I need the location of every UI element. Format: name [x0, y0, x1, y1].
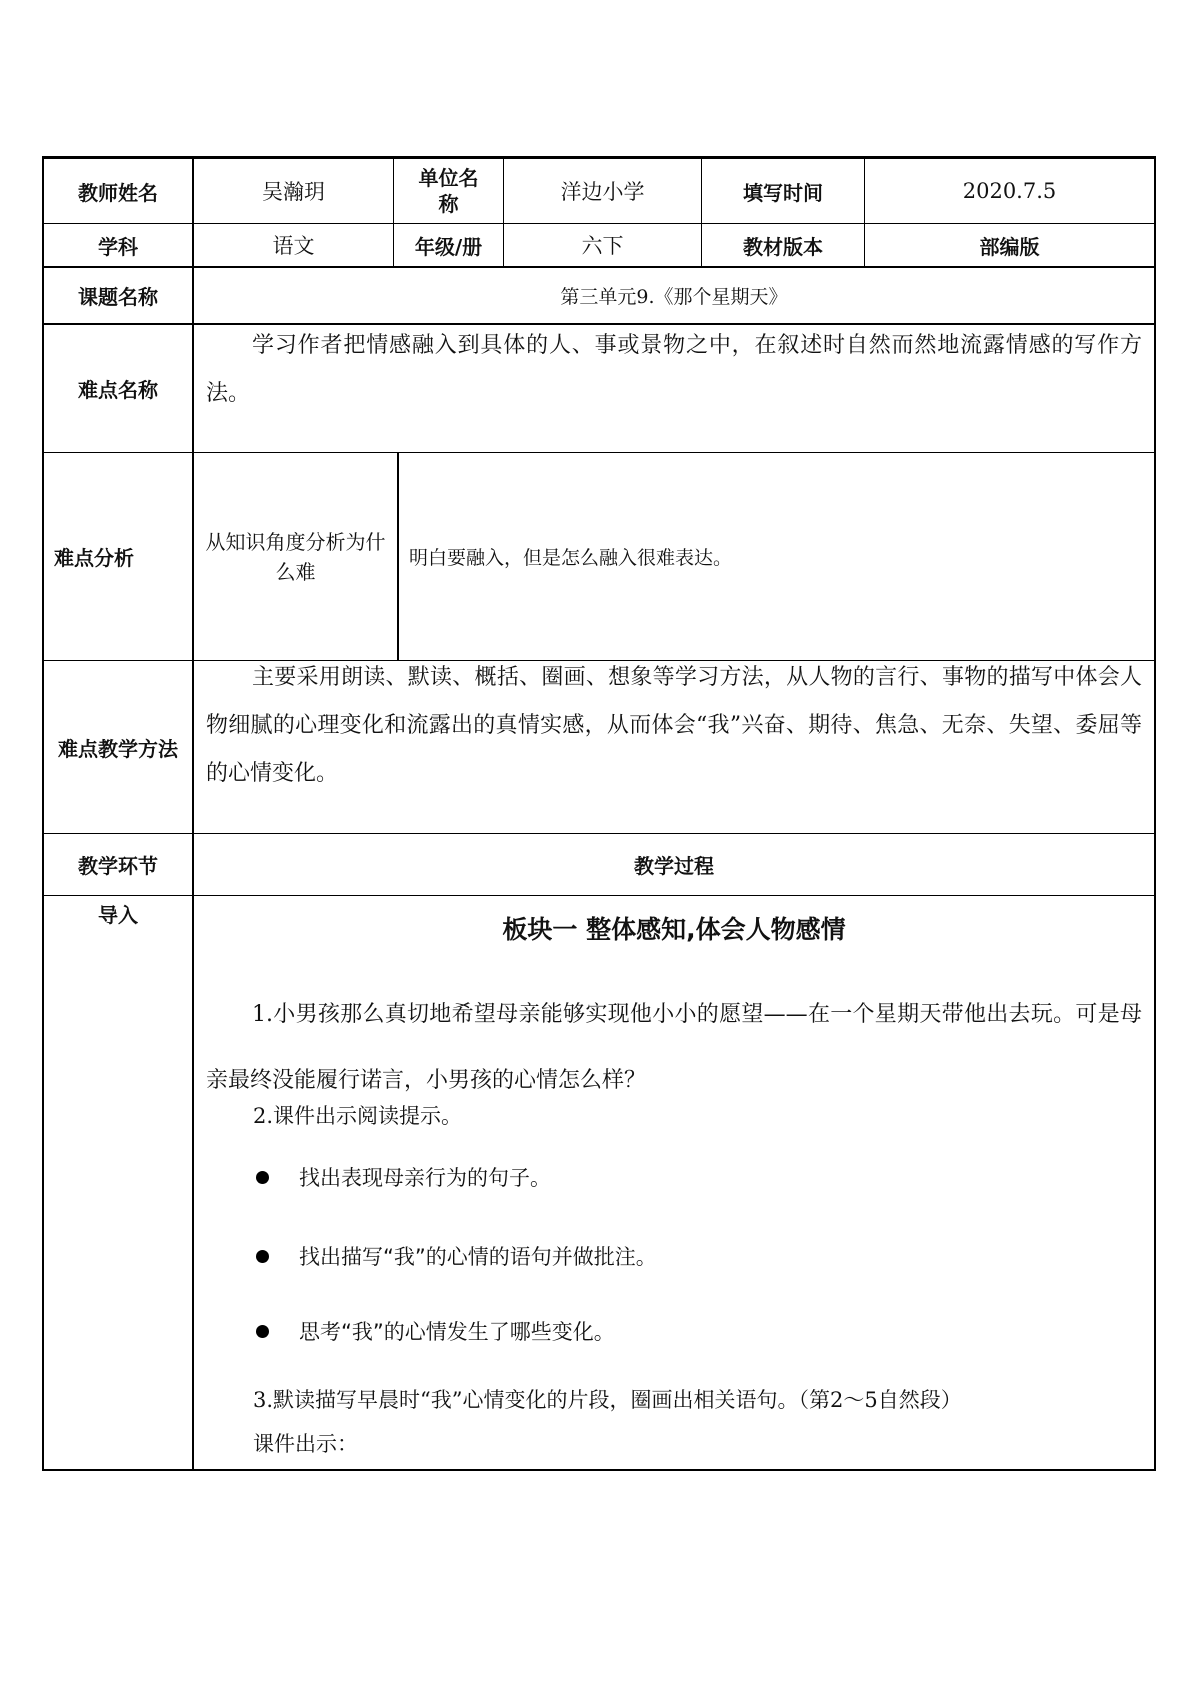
edition-value: 部编版: [979, 234, 1040, 259]
bullet-icon: [256, 1250, 269, 1263]
analysis-text: 明白要融入，但是怎么融入很难表达。: [409, 547, 733, 569]
analysis-label: 难点分析: [54, 546, 134, 570]
col-line: [1154, 156, 1156, 1471]
subject-value: 语文: [272, 234, 315, 258]
col-line: [192, 156, 194, 1471]
list-item: [256, 1162, 551, 1192]
process-header: 教学过程: [634, 854, 714, 878]
stage-name: 导入: [98, 902, 138, 927]
row-line: [42, 1469, 1156, 1471]
difficulty-text: 学习作者把情感融入到具体的人、事或景物之中，在叙述时自然而然地流露情感的写作方法。: [206, 333, 1142, 406]
difficulty-label: 难点名称: [78, 378, 158, 402]
question-1: 1.小男孩那么真切地希望母亲能够实现他小小的愿望——在一个星期天带他出去玩。可是母亲最终没能履行诺言，小男孩的心情怎么样？: [206, 1002, 1142, 1093]
topic-label: 课题名称: [78, 285, 158, 309]
bullet-text: 找出表现母亲行为的句子。: [299, 1166, 551, 1190]
grade-label: 年级/册: [414, 234, 483, 259]
edition-label: 教材版本: [743, 234, 823, 259]
question-3: 3.默读描写早晨时“我”心情变化的片段，圈画出相关语句。（第2～5自然段）: [253, 1388, 962, 1412]
date-value: 2020.7.5: [962, 179, 1057, 203]
list-item: [256, 1316, 615, 1346]
unit-label: 单位名称: [418, 166, 479, 216]
method-text: 主要采用朗读、默读、概括、圈画、想象等学习方法，从人物的言行、事物的描写中体会人物细腻的心理变化和流露出的真情实感，从而体会“我”兴奋、期待、焦急、无奈、失望、委屈等的心情变化。: [206, 665, 1142, 786]
bullet-text: 找出描写“我”的心情的语句并做批注。: [299, 1245, 657, 1269]
method-label: 难点教学方法: [58, 736, 178, 761]
question-3-tail: 课件出示：: [253, 1432, 358, 1456]
row-line: [42, 895, 1156, 896]
bullet-text: 思考“我”的心情发生了哪些变化。: [299, 1320, 615, 1344]
stage-header: 教学环节: [78, 854, 158, 878]
analysis-sub-label: 从知识角度分析为什么难: [205, 529, 386, 584]
subject-label: 学科: [98, 234, 138, 259]
bullet-icon: [256, 1325, 269, 1338]
date-label: 填写时间: [743, 180, 823, 205]
list-item: [256, 1241, 657, 1271]
teacher-value: 吴瀚玥: [262, 180, 325, 204]
block-title: 板块一 整体感知,体会人物感情: [502, 915, 846, 944]
unit-value: 洋边小学: [560, 180, 645, 204]
grade-value: 六下: [581, 234, 624, 258]
bullet-icon: [256, 1171, 269, 1184]
teacher-label: 教师姓名: [78, 180, 158, 205]
topic-value: 第三单元9.《那个星期天》: [560, 286, 788, 308]
question-2: 2.课件出示阅读提示。: [253, 1104, 463, 1128]
